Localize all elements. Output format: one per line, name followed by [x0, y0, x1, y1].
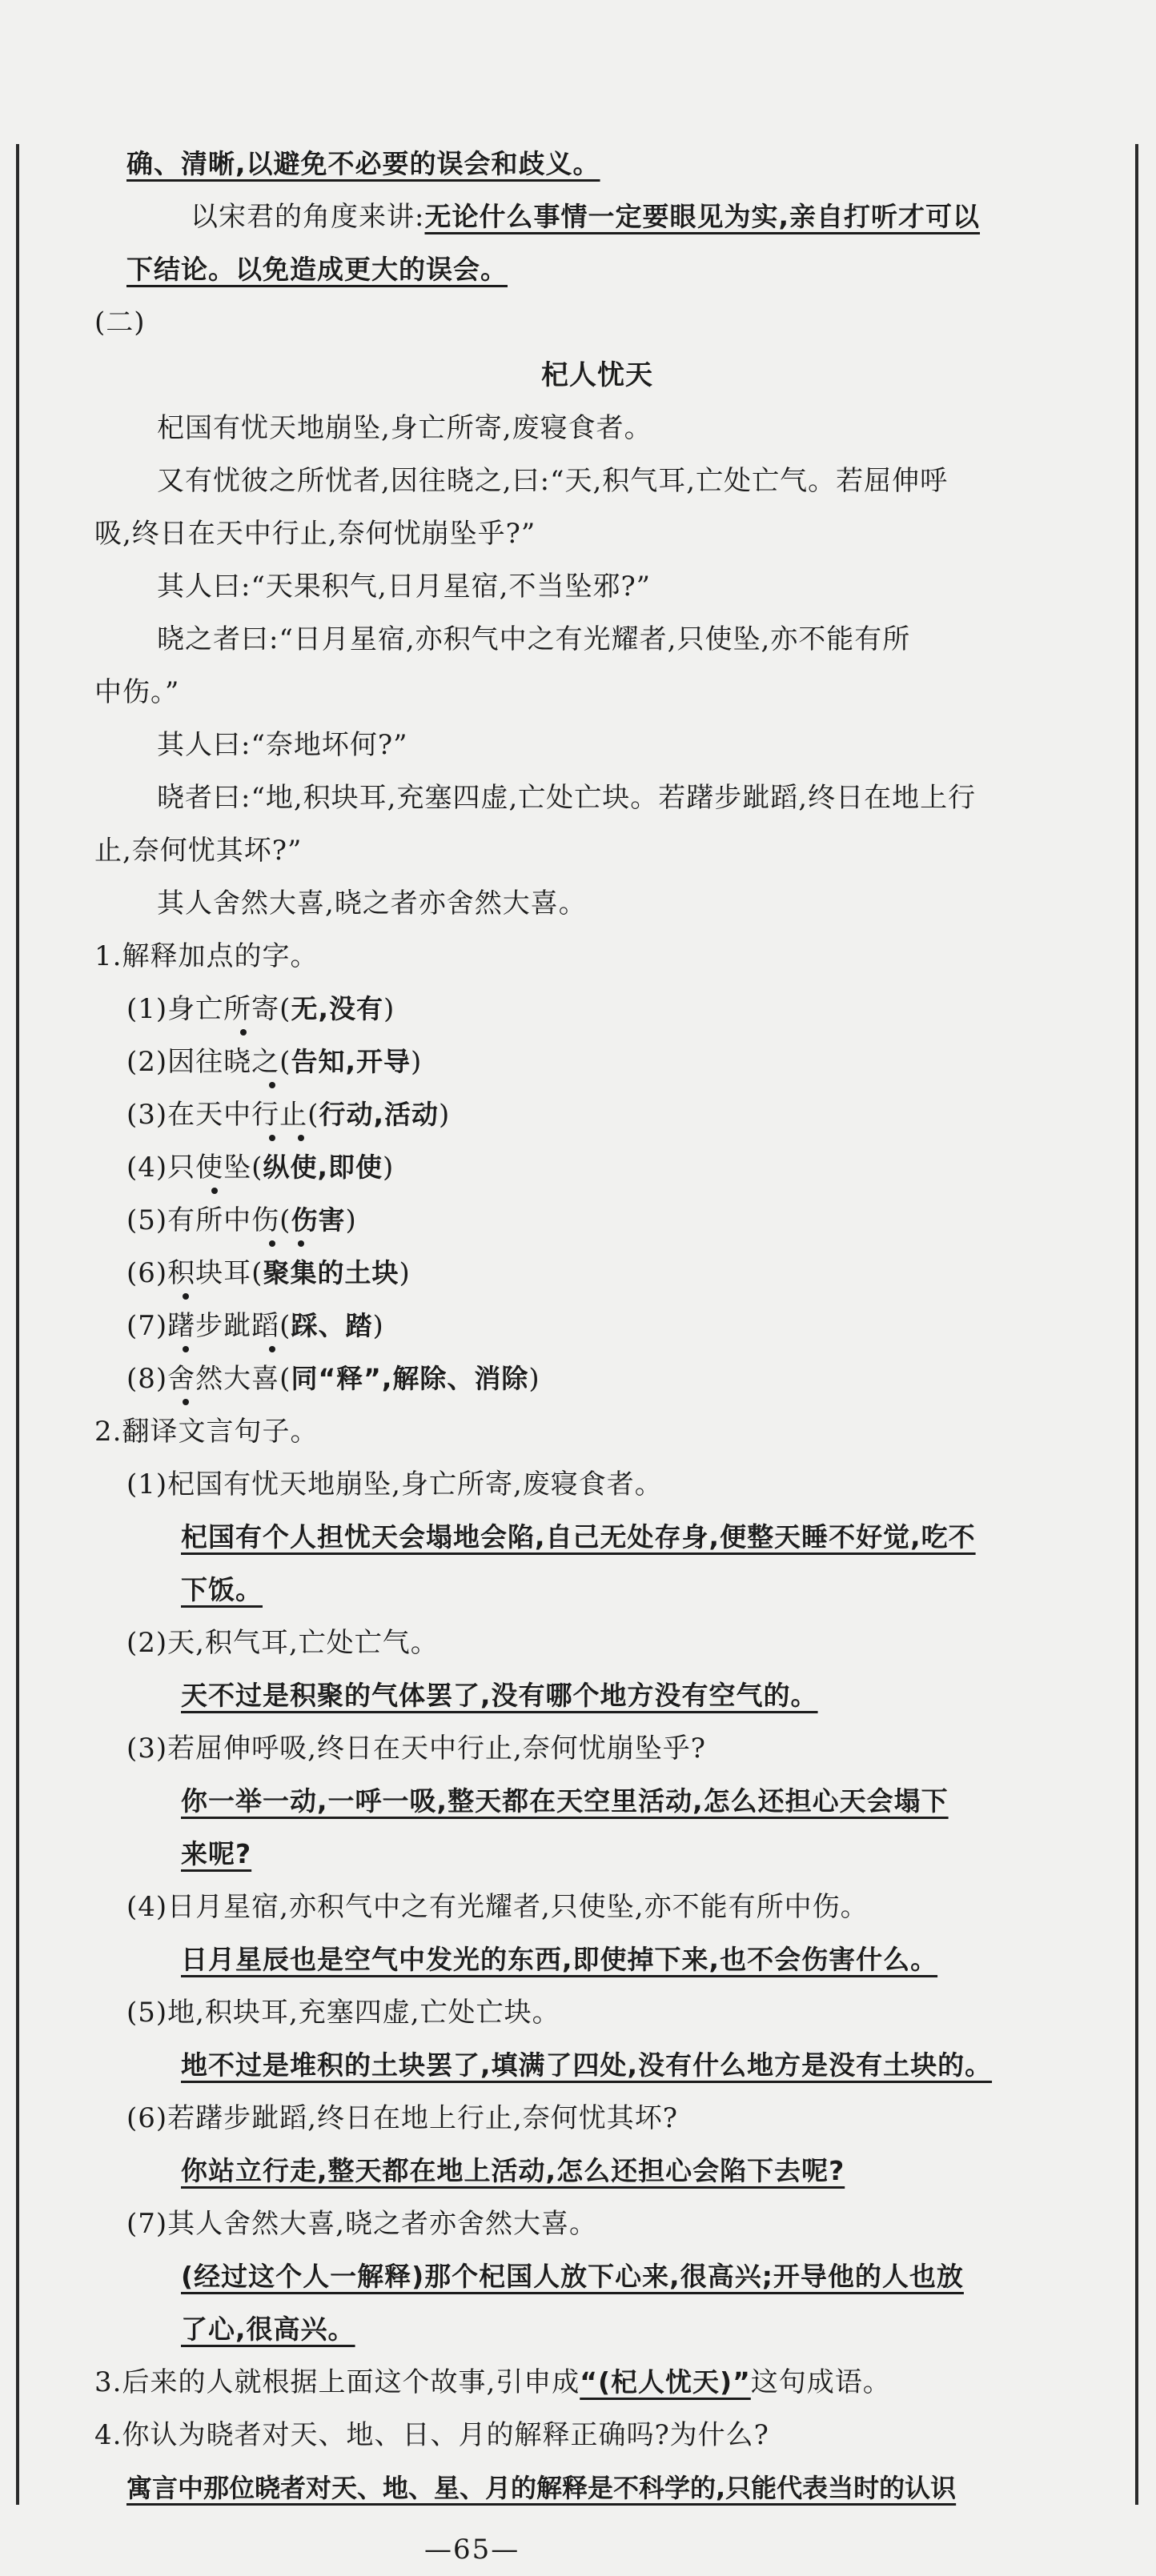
q2-sentence: (5)地,积块耳,充塞四虚,亡处亡块。	[126, 1997, 560, 2029]
q1-answer: 纵使,即使	[263, 1152, 383, 1183]
q2-translation: 地不过是堆积的土块罢了,填满了四处,没有什么地方是没有土块的。	[181, 2049, 993, 2081]
passage-line: 其人曰:“天果积气,日月星宿,不当坠邪?”	[157, 571, 652, 603]
song-lead: 以宋君的角度来讲:	[191, 201, 425, 233]
q1-item: (8)舍然大喜(同“释”,解除、消除)	[126, 1363, 540, 1395]
question-1-prompt: 1.解释加点的字。	[94, 940, 319, 972]
passage-line: 其人曰:“奈地坏何?”	[157, 729, 408, 761]
q2-translation: (经过这个人一解释)那个杞国人放下心来,很高兴;开导他的人也放	[181, 2261, 964, 2292]
q2-translation: 杞国有个人担忧天会塌地会陷,自己无处存身,便整天睡不好觉,吃不	[181, 1521, 976, 1552]
emphasis-dot	[183, 1293, 189, 1300]
emphasis-dot	[240, 1029, 247, 1036]
question-2-prompt: 2.翻译文言句子。	[94, 1416, 319, 1448]
q1-answer: 同“释”,解除、消除	[291, 1363, 529, 1394]
q1-item: (5)有所中伤(伤害)	[126, 1204, 357, 1236]
emphasis-dot	[298, 1240, 304, 1247]
emphasis-dot	[269, 1135, 275, 1141]
q1-answer: 行动,活动	[319, 1099, 439, 1130]
question-4-prompt: 4.你认为晓者对天、地、日、月的解释正确吗?为什么?	[94, 2419, 769, 2451]
q1-answer: 踩、踏	[291, 1310, 373, 1341]
q1-item: (1)身亡所寄(无,没有)	[126, 993, 395, 1025]
right-margin-rule	[1135, 144, 1138, 2505]
q2-sentence: (1)杞国有忧天地崩坠,身亡所寄,废寝食者。	[126, 1468, 663, 1500]
passage-line: 吸,终日在天中行止,奈何忧崩坠乎?”	[94, 518, 536, 550]
q1-item: (7)躇步跐蹈(踩、踏)	[126, 1310, 384, 1342]
passage-line: 晓之者曰:“日月星宿,亦积气中之有光耀者,只使坠,亦不能有所	[157, 623, 911, 655]
passage-line: 杞国有忧天地崩坠,身亡所寄,废寝食者。	[157, 412, 652, 444]
q1-answer: 伤害	[291, 1204, 346, 1236]
emphasis-dot	[269, 1240, 275, 1247]
section-label: (二)	[94, 306, 146, 339]
question-3-prompt: 3.后来的人就根据上面这个故事,引申成	[94, 2366, 580, 2398]
passage-line: 又有忧彼之所忧者,因往晓之,曰:“天,积气耳,亡处亡气。若屈伸呼	[157, 465, 949, 497]
left-margin-rule	[16, 144, 19, 2505]
q1-item: (4)只使坠(纵使,即使)	[126, 1152, 395, 1184]
q2-sentence: (7)其人舍然大喜,晓之者亦舍然大喜。	[126, 2208, 597, 2240]
question-3	[94, 2364, 891, 2401]
emphasis-dot	[211, 1188, 218, 1194]
q1-answer: 告知,开导	[291, 1046, 411, 1077]
question-3-answer: “(杞人忧天)”	[580, 2366, 751, 2398]
q2-translation: 天不过是积聚的气体罢了,没有哪个地方没有空气的。	[181, 1680, 818, 1711]
passage-title: 杞人忧天	[541, 359, 653, 391]
q2-translation: 来呢?	[181, 1838, 252, 1869]
q2-translation: 下饭。	[181, 1574, 263, 1605]
emphasis-dot	[269, 1346, 275, 1352]
song-perspective	[191, 198, 980, 235]
q2-translation: 你站立行走,整天都在地上活动,怎么还担心会陷下去呢?	[181, 2155, 845, 2186]
page-number: —65—	[424, 2534, 520, 2566]
q2-sentence: (2)天,积气耳,亡处亡气。	[126, 1627, 439, 1659]
song-answer-2: 下结论。以免造成更大的误会。	[126, 254, 508, 285]
q1-answer: 无,没有	[291, 993, 383, 1024]
q2-translation: 你一举一动,一呼一吸,整天都在天空里活动,怎么还担心天会塌下	[181, 1785, 949, 1817]
emphasis-dot	[183, 1346, 189, 1352]
passage-line: 晓者曰:“地,积块耳,充塞四虚,亡处亡块。若躇步跐蹈,终日在地上行	[157, 782, 977, 814]
q1-item: (6)积块耳(聚集的土块)	[126, 1257, 411, 1289]
passage-line: 其人舍然大喜,晓之者亦舍然大喜。	[157, 887, 587, 919]
question-3-tail: 这句成语。	[750, 2366, 891, 2398]
passage-line: 止,奈何忧其坏?”	[94, 835, 303, 867]
emphasis-dot	[183, 1399, 189, 1405]
q2-sentence: (3)若屈伸呼吸,终日在天中行止,奈何忧崩坠乎?	[126, 1733, 707, 1765]
q1-item: (2)因往晓之(告知,开导)	[126, 1046, 423, 1078]
song-answer-1: 无论什么事情一定要眼见为实,亲自打听才可以	[424, 201, 981, 232]
q2-translation: 日月星辰也是空气中发光的东西,即使掉下来,也不会伤害什么。	[181, 1944, 938, 1975]
q1-item: (3)在天中行止(行动,活动)	[126, 1099, 451, 1131]
passage-line: 中伤。”	[94, 676, 180, 708]
question-4-answer: 寓言中那位晓者对天、地、星、月的解释是不科学的,只能代表当时的认识	[126, 2473, 957, 2503]
emphasis-dot	[269, 1082, 275, 1088]
q1-answer: 聚集的土块	[263, 1257, 399, 1288]
prev-answer-line: 确、清晰,以避免不必要的误会和歧义。	[126, 148, 600, 179]
q2-sentence: (4)日月星宿,亦积气中之有光耀者,只使坠,亦不能有所中伤。	[126, 1891, 869, 1923]
q2-translation: 了心,很高兴。	[181, 2314, 355, 2345]
q2-sentence: (6)若躇步跐蹈,终日在地上行止,奈何忧其坏?	[126, 2102, 679, 2134]
emphasis-dot	[298, 1135, 304, 1141]
